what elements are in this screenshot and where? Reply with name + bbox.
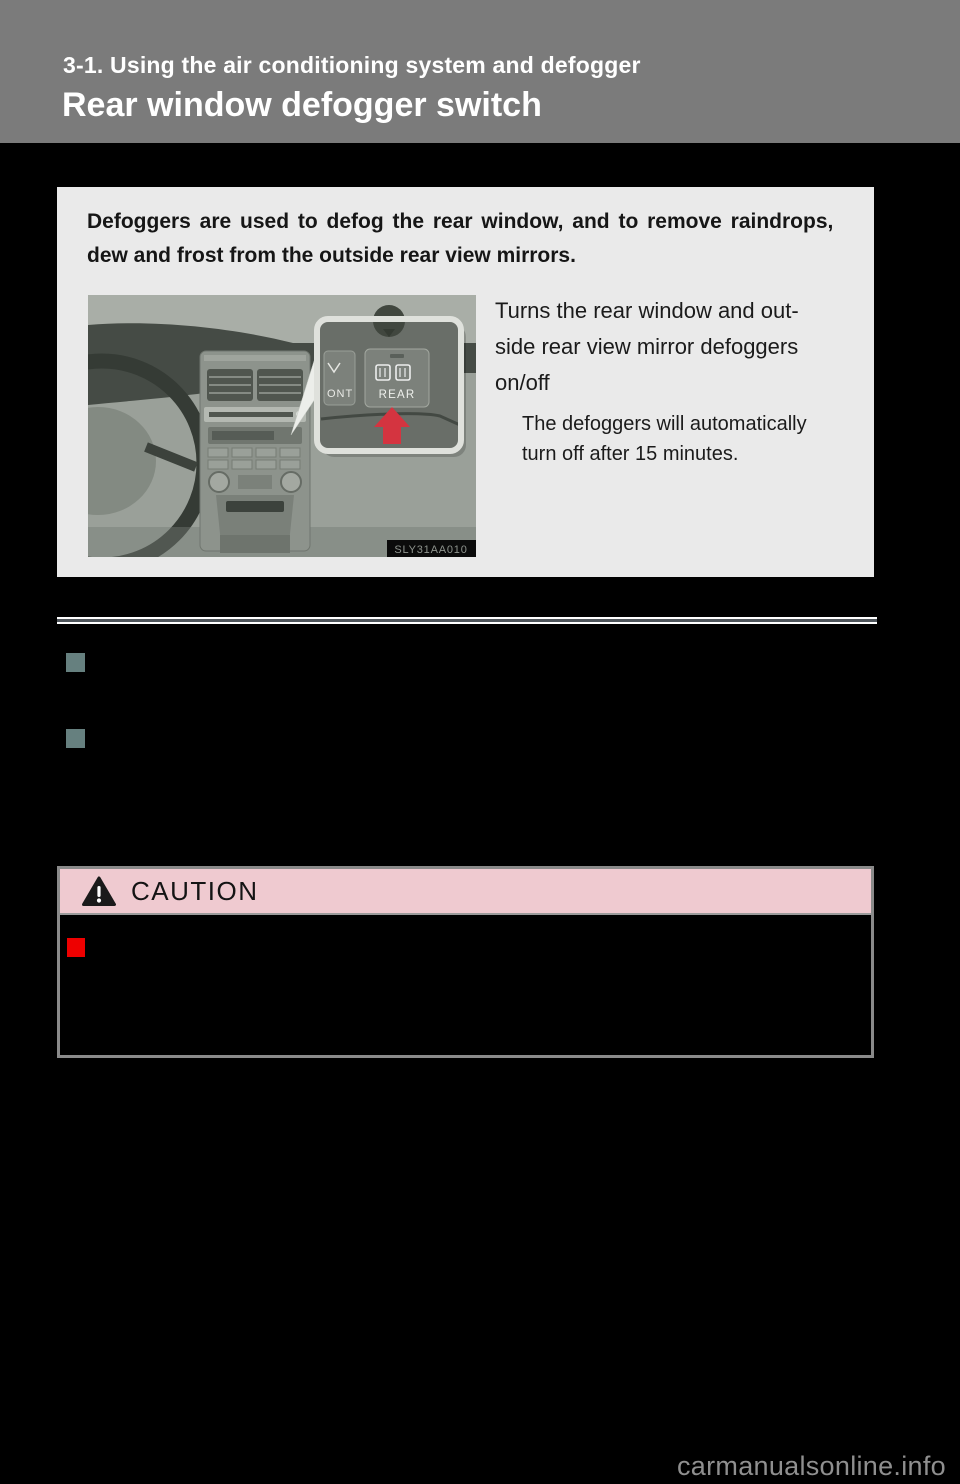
center-console (200, 351, 310, 553)
auto-off-note (522, 409, 854, 469)
list-bullet-square (66, 729, 85, 748)
text-line: turn off after 15 minutes. (522, 443, 739, 465)
defogger-description (87, 205, 852, 273)
warning-triangle-icon (82, 876, 116, 907)
front-defogger-button (324, 351, 355, 405)
rear-button-label: REAR (378, 389, 416, 401)
text-line: The defoggers will automatically (522, 413, 807, 435)
caution-box (57, 866, 874, 1058)
action-description (495, 293, 847, 401)
caution-title: CAUTION (131, 875, 259, 906)
front-button-label: ONT (327, 388, 354, 400)
rear-defogger-button (365, 349, 429, 407)
caution-header (60, 869, 871, 915)
text-line: dew and frost from the outside rear view mirrors. (87, 244, 576, 267)
section-divider (57, 617, 877, 624)
list-bullet-square (66, 653, 85, 672)
page-header-band (0, 0, 960, 143)
page-title: Rear window defogger switch (62, 86, 542, 124)
intro-box (57, 187, 874, 577)
text-line: on/off (495, 370, 550, 395)
caution-bullet-square (67, 938, 85, 957)
dashboard-photo (88, 295, 476, 557)
section-title: 3-1. Using the air conditioning system and defogger (63, 52, 641, 78)
text-line: side rear view mirror defoggers (495, 334, 799, 359)
dashboard-photo-graphic (88, 295, 476, 557)
watermark-text: carmanualsonline.info (677, 1451, 946, 1481)
text-line: Defoggers are used to defog the rear window, and to remove raindrops, (87, 210, 834, 233)
switch-inset-panel (317, 305, 466, 457)
image-code-text: SLY31AA010 (394, 544, 468, 556)
image-code-label (387, 540, 476, 557)
caution-body (60, 915, 871, 1054)
text-line: Turns the rear window and out- (495, 298, 799, 323)
